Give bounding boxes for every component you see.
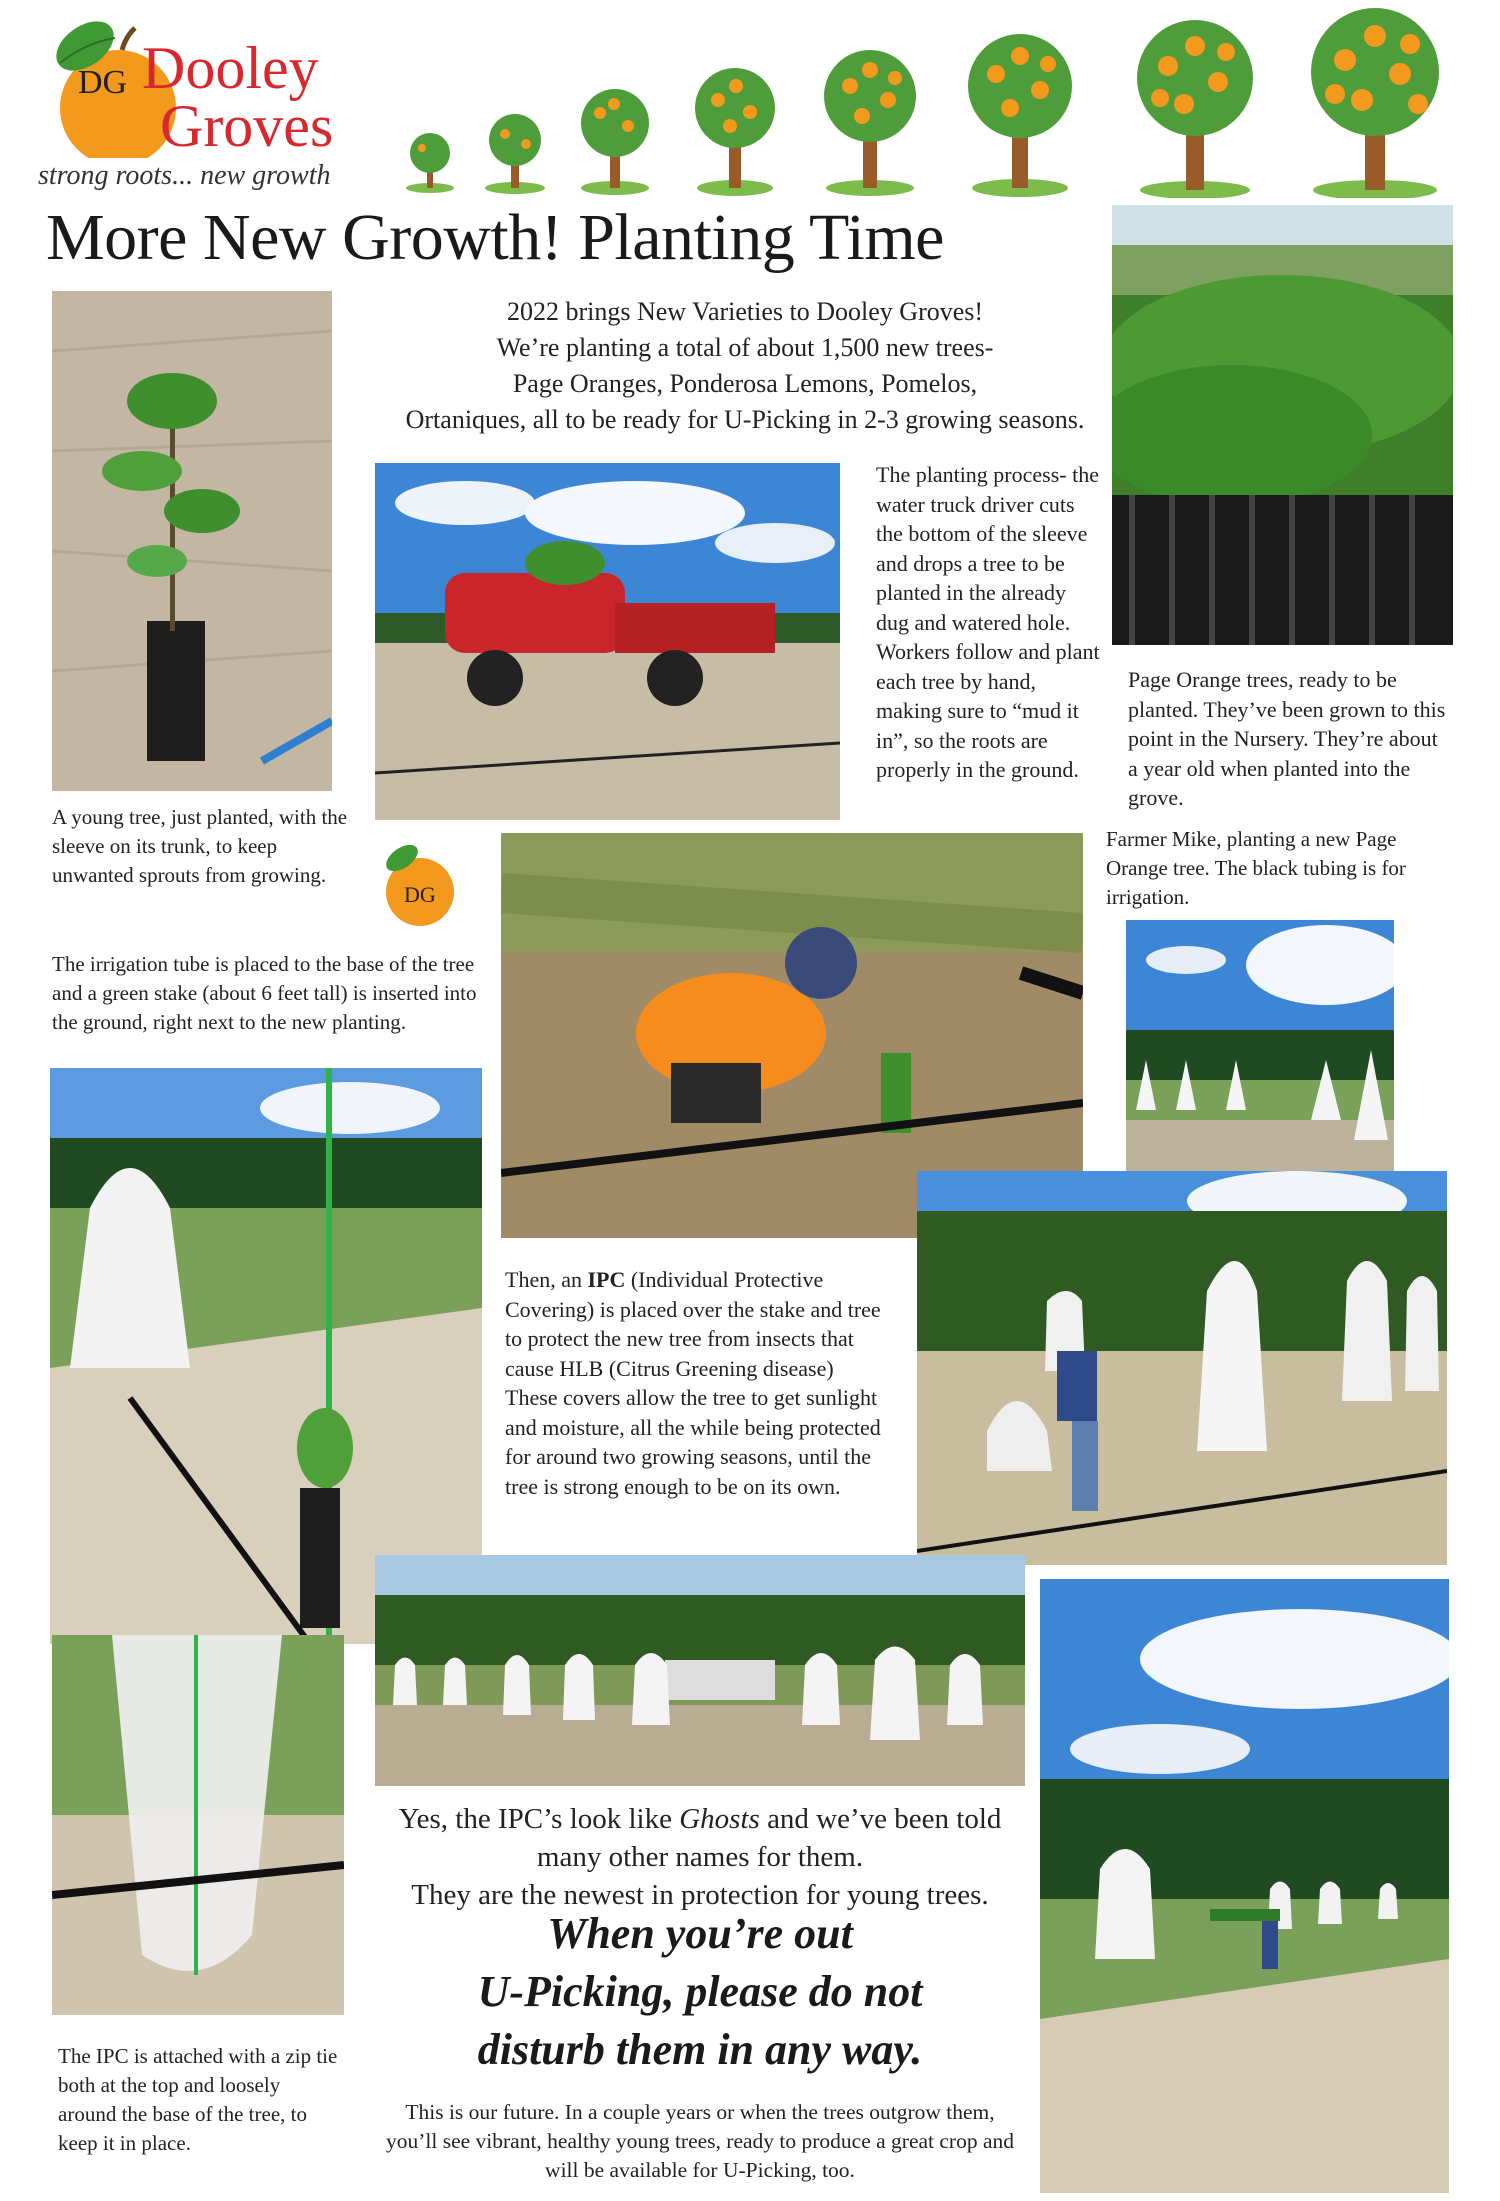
photo-ghost-rows xyxy=(375,1555,1025,1786)
tree-icon-7 xyxy=(1137,20,1253,198)
photo-placing-covers xyxy=(917,1171,1447,1565)
emphasis-line-2: U-Picking, please do not xyxy=(477,1967,923,2016)
svg-text:DG: DG xyxy=(404,882,436,907)
brand-name-line2: Groves xyxy=(160,93,334,159)
tree-icon-2 xyxy=(485,114,545,194)
ghosts-text xyxy=(350,1800,1050,1914)
tree-icon-3 xyxy=(581,89,649,195)
page-title: More New Growth! Planting Time xyxy=(46,201,944,274)
photo-water-truck xyxy=(375,463,840,820)
photo-covered-trees-small xyxy=(1126,920,1394,1196)
photo-zip-tie xyxy=(52,1635,344,2015)
emphasis-notice xyxy=(350,1905,1050,2079)
caption-ipc-intro: Then, an xyxy=(505,1267,582,1292)
brand-monogram: DG xyxy=(78,64,128,101)
caption-farmer-mike: Farmer Mike, planting a new Page Orange tree. The black tubing is for irrigation. xyxy=(1106,827,1406,909)
closing-text: This is our future. In a couple years or when the trees outgrow them, you’ll see vibrant, healthy young trees, ready to produce a great crop and will be available for U-Picking, too. xyxy=(385,2100,1015,2182)
tree-icon-6 xyxy=(968,34,1072,197)
tree-icon-5 xyxy=(824,50,916,196)
growing-trees-illustration xyxy=(400,8,1480,198)
caption-irrigation: The irrigation tube is placed to the base of the tree and a green stake (about 6 feet tall) is inserted into the ground, right next to the new planting. xyxy=(52,952,477,1034)
brand-tagline: strong roots... new growth xyxy=(38,160,331,191)
tree-icon-8 xyxy=(1311,8,1439,198)
intro-line-2: We’re planting a total of about 1,500 new trees- xyxy=(496,333,994,362)
ghosts-line-2: many other names for them. xyxy=(536,1841,864,1873)
tree-icon-1 xyxy=(406,133,454,193)
emphasis-line-3: disturb them in any way. xyxy=(477,2025,923,2074)
intro-line-3: Page Oranges, Ponderosa Lemons, Pomelos, xyxy=(512,369,978,398)
photo-nursery-trees xyxy=(1112,205,1453,645)
caption-young-tree: A young tree, just planted, with the sleeve on its trunk, to keep unwanted sprouts from growing. xyxy=(52,805,348,887)
caption-ipc xyxy=(505,1265,890,1501)
intro-line-4: Ortaniques, all to be ready for U-Picking in 2-3 growing seasons. xyxy=(405,405,1085,434)
photo-grove-person xyxy=(1040,1579,1449,2193)
tree-icon-4 xyxy=(695,68,775,196)
caption-planting-process: The planting process- the water truck driver cuts the bottom of the sleeve and drops a tree to be planted in the already dug and watered hole. Workers follow and plant each tree by hand, making sure to “mud it in”, so the roots are properly in the ground. xyxy=(876,462,1100,782)
ghosts-line-3: They are the newest in protection for young trees. xyxy=(411,1879,989,1911)
caption-zip-tie: The IPC is attached with a zip tie both at the top and loosely around the base of the tree, to keep it in place. xyxy=(58,2044,338,2155)
photo-young-tree xyxy=(52,291,332,791)
small-logo xyxy=(376,836,456,928)
intro-line-1: 2022 brings New Varieties to Dooley Groves! xyxy=(506,297,984,326)
caption-ipc-rest: (Individual Protective Covering) is placed over the stake and tree to protect the new tree from insects that cause HLB (Citrus Greening disease) These covers allow the tree to get sunlight and moisture, all the while being protected for around two growing seasons, until the tree is strong enough to be on its own. xyxy=(505,1267,881,1499)
emphasis-line-1: When you’re out xyxy=(547,1909,853,1958)
brand-name-line1: Dooley xyxy=(142,35,319,101)
intro-text xyxy=(350,294,1140,438)
caption-ipc-bold: IPC xyxy=(587,1267,626,1292)
orange-logo-small-icon xyxy=(376,836,456,928)
brand-logo xyxy=(30,8,370,158)
ghosts-line-1: Yes, the IPC’s look like Ghosts and we’ve been told xyxy=(398,1803,1002,1835)
tree-growth-row xyxy=(400,8,1480,198)
caption-page-orange: Page Orange trees, ready to be planted. They’ve been grown to this point in the Nursery. They’re about a year old when planted into the grove. xyxy=(1128,667,1446,810)
